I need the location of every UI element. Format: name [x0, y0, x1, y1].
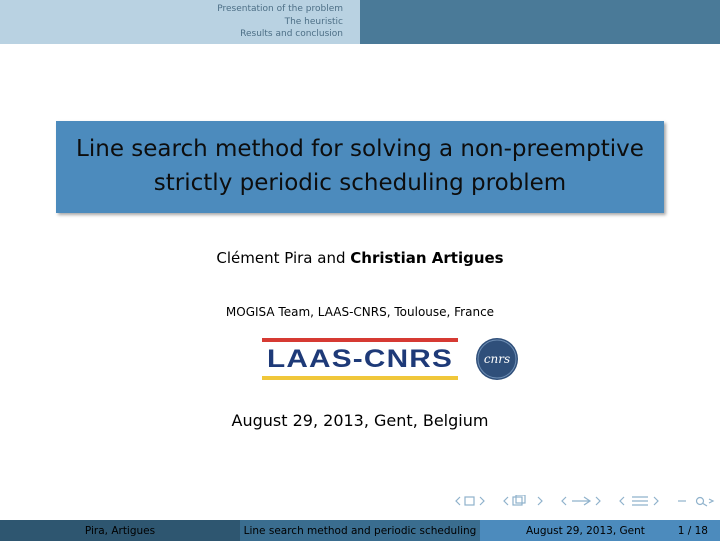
laas-logo-text: LAAS-CNRS	[267, 345, 453, 373]
header-nav-panel	[0, 0, 360, 44]
laas-cnrs-logo	[262, 336, 458, 384]
author-first: Clément Pira	[216, 249, 313, 267]
footer-date: August 29, 2013, Gent	[526, 524, 645, 537]
author-second: Christian Artigues	[350, 249, 504, 267]
footer-short-title: Line search method and periodic scheduling	[243, 524, 477, 537]
authors	[0, 249, 720, 267]
title-line-2: strictly periodic scheduling problem	[153, 170, 567, 196]
navigation-symbols	[454, 494, 716, 508]
footer-date-cell	[480, 520, 720, 541]
nav-subsection-icon[interactable]	[502, 495, 546, 507]
footer-authors-cell	[0, 520, 240, 541]
nav-doc-icon[interactable]	[618, 495, 662, 507]
nav-section-presentation[interactable]: Presentation of the problem	[217, 4, 343, 14]
presentation-date: August 29, 2013, Gent, Belgium	[231, 411, 489, 430]
nav-section-icon[interactable]	[560, 495, 604, 507]
cnrs-logo	[474, 336, 520, 382]
header-right-panel	[360, 0, 720, 44]
title-box	[56, 121, 664, 213]
laas-logo-yellow-bar	[262, 376, 458, 380]
institute: MOGISA Team, LAAS-CNRS, Toulouse, France	[225, 305, 495, 319]
nav-section-results[interactable]: Results and conclusion	[240, 29, 343, 40]
footer-bar	[0, 520, 720, 541]
section-nav	[217, 3, 343, 41]
nav-frame-icon[interactable]	[454, 495, 488, 507]
footer-authors: Pira, Artigues	[84, 524, 156, 537]
title-line-1: Line search method for solving a non-preemptive	[76, 136, 644, 162]
nav-search-icon[interactable]	[676, 495, 716, 507]
footer-page-number: 1 / 18	[677, 524, 708, 537]
laas-logo-red-bar	[262, 338, 458, 342]
cnrs-logo-text: cnrs	[483, 352, 511, 366]
footer-title-cell	[240, 520, 480, 541]
header-bar	[0, 0, 720, 44]
author-connector: and	[317, 249, 346, 267]
nav-section-heuristic[interactable]: The heuristic	[284, 16, 343, 27]
